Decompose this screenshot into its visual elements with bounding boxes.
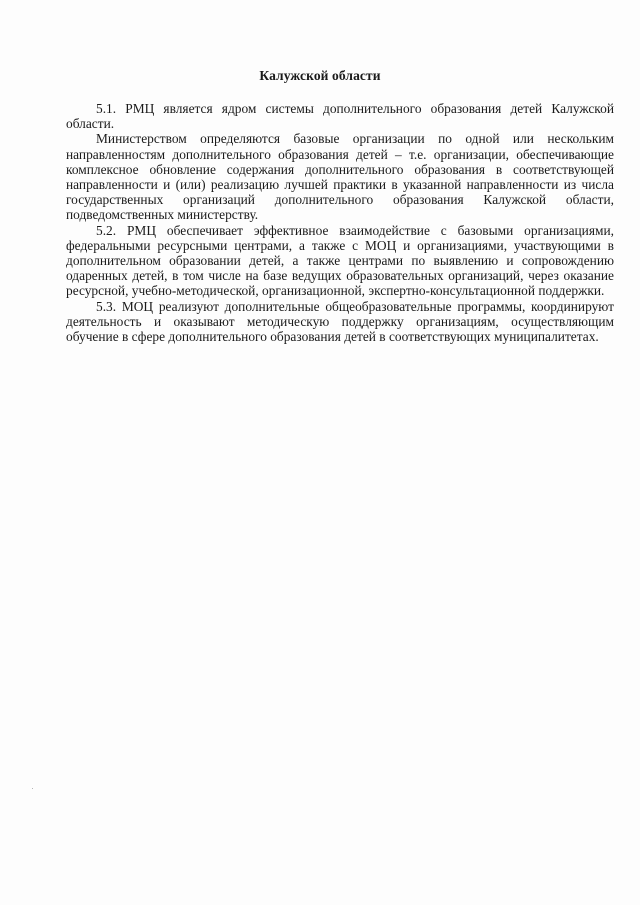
document-body [66,101,614,344]
paragraph-5-1: 5.1. РМЦ является ядром системы дополнительного образования детей Калужской области. [66,101,614,132]
paragraph-5-2: 5.2. РМЦ обеспечивает эффективное взаимодействие с базовыми организациями, федеральными ресурсными центрами, а также с МОЦ и организациями, участвующими в дополнительном образовании детей, а также центрами по выявлению и сопровождению одаренных детей, в том числе на базе ведущих образовательных организаций, через оказание ресурсной, учебно-методической, организационной, экспертно-консультационной поддержки. [66,222,614,299]
paragraph-5-3: 5.3. МОЦ реализуют дополнительные общеобразовательные программы, координируют деятельность и оказывают методическую поддержку организациям, осуществляющим обучение в сфере дополнительного образования детей в соответствующих муниципалитетах. [66,298,614,345]
scan-artifact-dot [32,788,33,789]
paragraph-base-organizations: Министерством определяются базовые организации по одной или нескольким направленностям дополнительного образования детей – т.е. организации, обеспечивающие комплексное обновление содержания дополнительного образования в соответствующей направленности и (или) реализацию лучшей практики в указанной направленности из числа государственных организаций дополнительного образования Калужской области, подведомственных министерству. [66,131,614,223]
section-heading: Калужской области [259,68,381,83]
